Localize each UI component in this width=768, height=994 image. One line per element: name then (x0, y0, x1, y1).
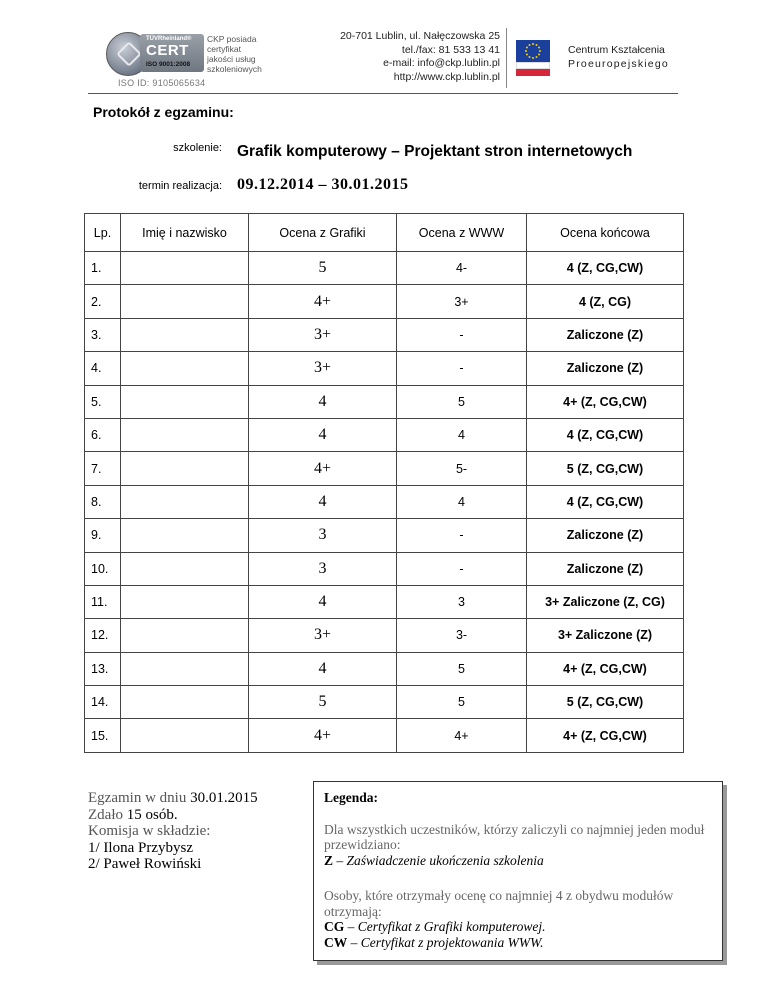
grade-www: - (397, 318, 527, 351)
grade-final: 3+ Zaliczone (Z) (527, 619, 684, 652)
row-number: 4. (85, 352, 121, 385)
table-header-row (85, 214, 684, 252)
exam-date: 30.01.2015 (190, 790, 258, 806)
grade-www: - (397, 552, 527, 585)
table-row (85, 485, 684, 518)
row-number: 7. (85, 452, 121, 485)
grade-final: Zaliczone (Z) (527, 519, 684, 552)
legend-paragraph-1: Dla wszystkich uczestników, którzy zaliczyli co najmniej jeden moduł przewidziano: (324, 821, 705, 852)
col-header-grafika: Ocena z Grafiki (249, 214, 397, 252)
row-number: 6. (85, 418, 121, 451)
table-row (85, 619, 684, 652)
participant-name (121, 552, 249, 585)
commission-member: 1/ Ilona Przybysz (88, 839, 193, 856)
grade-grafika: 3 (249, 552, 397, 585)
exam-date-line: Egzamin w dniu 30.01.2015 (88, 790, 258, 806)
grade-final: 4+ (Z, CG,CW) (527, 719, 684, 752)
legend-paragraph-2: Osoby, które otrzymały ocenę co najmniej 4 z obydwu modułów otrzymają: (324, 888, 674, 919)
cert-tuv-text: TÜVRheinland® (146, 36, 192, 42)
table-row (85, 252, 684, 285)
participant-name (121, 719, 249, 752)
grade-final: Zaliczone (Z) (527, 318, 684, 351)
grade-www: 3+ (397, 285, 527, 318)
participant-name (121, 652, 249, 685)
phone-line: tel./fax: 81 533 13 41 (401, 43, 500, 56)
grade-grafika: 4+ (249, 452, 397, 485)
cert-iso-text: ISO 9001:2008 (146, 61, 191, 68)
grade-grafika: 3 (249, 519, 397, 552)
grade-final: 4 (Z, CG,CW) (527, 418, 684, 451)
col-header-lp: Lp. (85, 214, 121, 252)
grade-www: 3- (397, 619, 527, 652)
col-header-final: Ocena końcowa (527, 214, 684, 252)
grade-final: Zaliczone (Z) (527, 552, 684, 585)
email-line: e-mail: info@ckp.lublin.pl (383, 57, 500, 69)
legend-cg-line: CG – Certyfikat z Grafiki komputerowej. (324, 919, 546, 934)
eu-flag-icon (516, 40, 550, 62)
grade-www: 5 (397, 686, 527, 719)
grade-www: 5 (397, 385, 527, 418)
cert-panel (140, 34, 204, 72)
participant-name (121, 252, 249, 285)
table-row (85, 519, 684, 552)
grade-final: Zaliczone (Z) (527, 352, 684, 385)
grade-final: 5 (Z, CG,CW) (527, 686, 684, 719)
participant-name (121, 519, 249, 552)
participant-name (121, 452, 249, 485)
legend-cw-line: CW – Certyfikat z projektowania WWW. (324, 934, 544, 950)
table-row (85, 352, 684, 385)
poland-flag-icon (516, 62, 550, 76)
participant-name (121, 585, 249, 618)
grade-www: - (397, 519, 527, 552)
grade-www: 4 (397, 418, 527, 451)
table-row (85, 585, 684, 618)
table-row (85, 719, 684, 752)
row-number: 1. (85, 252, 121, 285)
grade-grafika: 3+ (249, 619, 397, 652)
grade-www: 4 (397, 485, 527, 518)
org-name-line-1: Centrum Kształcenia (568, 44, 665, 56)
row-number: 13. (85, 652, 121, 685)
tuv-cert-logo (100, 30, 210, 75)
grade-www: 4+ (397, 719, 527, 752)
legend-box (313, 781, 723, 961)
address-line: 20-701 Lublin, ul. Nałęczowska 25 (340, 30, 500, 42)
grade-grafika: 4 (249, 418, 397, 451)
grade-grafika: 4 (249, 485, 397, 518)
participant-name (121, 485, 249, 518)
row-number: 11. (85, 585, 121, 618)
grade-grafika: 3+ (249, 318, 397, 351)
grade-grafika: 4+ (249, 285, 397, 318)
cert-note-line: jakości usług (207, 54, 256, 64)
org-name-line-2: Proeuropejskiego (568, 58, 669, 70)
table-row (85, 385, 684, 418)
participant-name (121, 285, 249, 318)
commission-label: Komisja w składzie: (88, 823, 211, 839)
term-dates: 09.12.2014 – 30.01.2015 (237, 176, 409, 193)
cert-note-line: CKP posiada (207, 34, 257, 44)
cert-note (207, 34, 287, 74)
table-row (85, 285, 684, 318)
grade-grafika: 5 (249, 686, 397, 719)
website-line: http://www.ckp.lublin.pl (393, 70, 500, 83)
col-header-name: Imię i nazwisko (121, 214, 249, 252)
grade-grafika: 4 (249, 385, 397, 418)
exam-summary (88, 790, 258, 873)
grade-final: 3+ Zaliczone (Z, CG) (527, 585, 684, 618)
row-number: 5. (85, 385, 121, 418)
iso-id: ISO ID: 9105065634 (118, 78, 206, 88)
grade-www: - (397, 352, 527, 385)
grade-final: 4 (Z, CG) (527, 285, 684, 318)
course-label: szkolenie: (173, 142, 222, 154)
table-row (85, 552, 684, 585)
row-number: 10. (85, 552, 121, 585)
legend-title: Legenda: (324, 790, 378, 805)
grade-final: 4+ (Z, CG,CW) (527, 385, 684, 418)
participant-name (121, 418, 249, 451)
table-row (85, 318, 684, 351)
grade-www: 5 (397, 652, 527, 685)
grade-grafika: 4 (249, 652, 397, 685)
table-row (85, 452, 684, 485)
grade-grafika: 3+ (249, 352, 397, 385)
grade-grafika: 4 (249, 585, 397, 618)
row-number: 8. (85, 485, 121, 518)
participant-name (121, 619, 249, 652)
row-number: 15. (85, 719, 121, 752)
passed-line: Zdało 15 osób. (88, 806, 178, 823)
col-header-www: Ocena z WWW (397, 214, 527, 252)
grade-final: 4 (Z, CG,CW) (527, 485, 684, 518)
row-number: 2. (85, 285, 121, 318)
row-number: 12. (85, 619, 121, 652)
table-row (85, 652, 684, 685)
participant-name (121, 686, 249, 719)
grade-grafika: 4+ (249, 719, 397, 752)
passed-count: 15 osób. (126, 806, 178, 823)
grade-grafika: 5 (249, 252, 397, 285)
legend-z-line: Z – Zaświadczenie ukończenia szkolenia (324, 852, 544, 868)
participant-name (121, 352, 249, 385)
commission-member: 2/ Paweł Rowiński (88, 856, 202, 872)
header-rule (88, 93, 678, 94)
row-number: 3. (85, 318, 121, 351)
cert-main-text: CERT (146, 42, 189, 59)
grade-final: 5 (Z, CG,CW) (527, 452, 684, 485)
grade-www: 3 (397, 585, 527, 618)
header-divider (506, 28, 507, 88)
term-label: termin realizacja: (138, 180, 222, 192)
grades-table (84, 213, 684, 753)
contact-address (320, 30, 500, 84)
participant-name (121, 318, 249, 351)
row-number: 9. (85, 519, 121, 552)
page-title: Protokół z egzaminu: (93, 104, 234, 120)
grade-www: 5- (397, 452, 527, 485)
course-name: Grafik komputerowy – Projektant stron internetowych (237, 143, 633, 160)
cert-note-line: szkoleniowych (207, 64, 262, 74)
table-row (85, 686, 684, 719)
participant-name (121, 385, 249, 418)
cert-note-line: certyfikat (207, 44, 242, 54)
grade-www: 4- (397, 252, 527, 285)
table-row (85, 418, 684, 451)
row-number: 14. (85, 686, 121, 719)
grade-final: 4 (Z, CG,CW) (527, 252, 684, 285)
grade-final: 4+ (Z, CG,CW) (527, 652, 684, 685)
